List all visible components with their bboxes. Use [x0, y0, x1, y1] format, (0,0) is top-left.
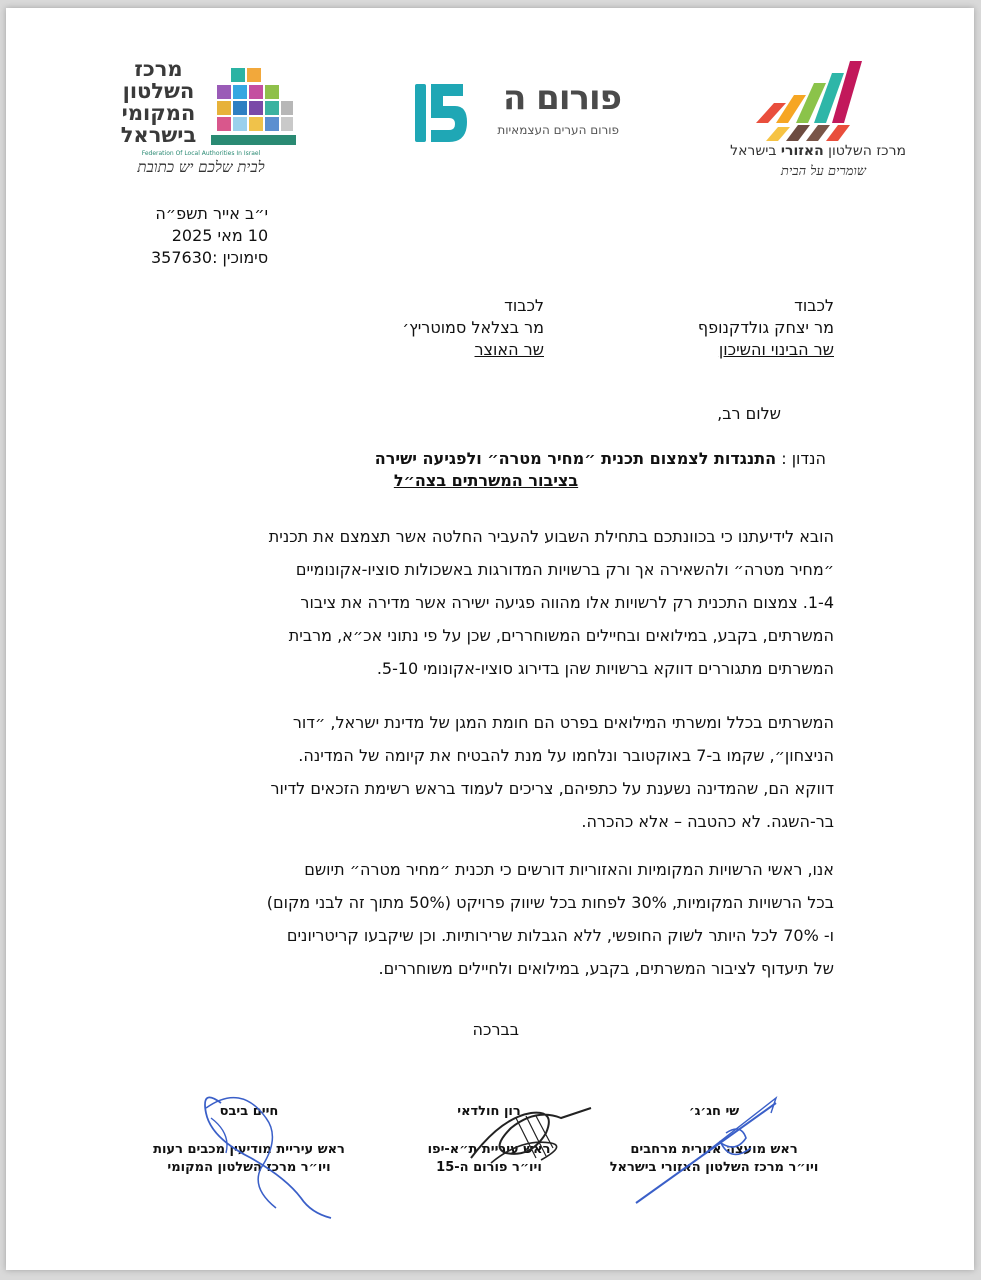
local-logo-english: Federation Of Local Authorities In Israel — [141, 150, 261, 157]
date-block — [151, 203, 268, 269]
paragraph-line: של תיעדוף לציבור המשרתים, בקבע, במילואים ולחיילים משוחררים. — [378, 959, 834, 978]
regional-authorities-logo — [706, 53, 906, 193]
regional-logo-name: מרכז השלטון האזורי בישראל — [730, 143, 906, 159]
gregorian-date: 10 מאי 2025 — [171, 226, 269, 245]
recipient-housing-minister — [698, 295, 834, 361]
forum-logo-subtitle: פורום הערים העצמאיות — [497, 123, 619, 137]
subject-text: התנגדות לצמצום תכנית ״מחיר מטרה״ ולפגיעה ישירה — [374, 449, 777, 468]
signer-name: חיים ביבס — [219, 1104, 279, 1119]
signer-role: ראש עיריית ת״א-יפו — [427, 1142, 551, 1157]
signature-ron-huldai — [399, 1103, 579, 1177]
paragraph-line: ו- 70% לכל היותר לשוק החופשי, ללא הגבלות שרירותיות. וכן שיקבעו קריטריונים — [286, 926, 834, 945]
signer-role: ויו״ר מרכז השלטון המקומי — [167, 1160, 331, 1175]
local-logo-slogan: לבית שלכם יש כתובת — [137, 158, 265, 176]
local-logo-buildings-icon — [211, 63, 296, 151]
body-paragraph-3 — [144, 853, 834, 985]
subject-label: הנדון : — [776, 449, 826, 468]
reference-number: סימוכין :357630 — [151, 248, 269, 267]
signature-haim-bibas — [144, 1103, 354, 1177]
signer-role: ויו״ר מרכז השלטון האזורי בישראל — [609, 1160, 819, 1175]
greeting: שלום רב, — [717, 404, 781, 423]
recipient-title: שר הבינוי והשיכון — [718, 340, 834, 359]
paragraph-line: אנו, ראשי הרשויות המקומיות והאזוריות דורשים כי תכנית ״מחיר מטרה״ תיושם — [304, 860, 834, 879]
recipient-salutation: לכבוד — [504, 296, 544, 315]
paragraph-line: הניצחון״, שקמו ב-7 באוקטובר ונלחמו על מנת להבטיח את קיומה של המדינה. — [298, 746, 834, 765]
hebrew-date: י״ב אייר תשפ״ה — [155, 204, 269, 223]
recipient-finance-minister — [402, 295, 544, 361]
signer-name: רון חולדאי — [457, 1104, 521, 1119]
forum-15-number-icon — [411, 78, 471, 148]
forum-15-logo — [411, 78, 621, 148]
paragraph-line: ״מחיר מטרה״ ולהשאירה אך ורק ברשויות המדורגות באשכולות סוציו-אקונומיים — [295, 560, 834, 579]
signer-name: שי חג׳ג׳ — [688, 1104, 740, 1119]
signature-shay-hajaj — [604, 1103, 824, 1177]
body-paragraph-2 — [144, 706, 834, 838]
closing: בברכה — [472, 1020, 519, 1039]
signer-role: ראש עיריית מודיעין מכבים רעות — [153, 1142, 345, 1157]
paragraph-line: 1-4. צמצום התכנית רק לרשויות אלו מהווה פגיעה ישירה אשר מדירה את ציבור — [300, 593, 834, 612]
paragraph-line: דווקא הם, שהמדינה נשענת על כתפיהם, צריכים לעמוד בראש רשימת הזכאים לדיור — [270, 779, 834, 798]
signer-role: ויו״ר פורום ה-15 — [436, 1160, 542, 1175]
regional-logo-house-icon — [746, 53, 866, 143]
paragraph-line: הובא לידיעתנו כי בכוונתכם בתחילת השבוע להעביר החלטה אשר תצמצם את תכנית — [268, 527, 834, 546]
paragraph-line: המשרתים מתגוררים דווקא ברשויות שהן בדירוג סוציו-אקונומי 5-10. — [376, 659, 834, 678]
regional-logo-slogan: שומרים על הבית — [780, 164, 866, 179]
paragraph-line: בכל הרשויות המקומיות, 30% לפחות בכל שיווק פרויקט (50% מתוך זה לבני מקום) — [266, 893, 834, 912]
subject-line-1 — [146, 448, 826, 470]
recipient-name: מר יצחק גולדקנופף — [697, 318, 834, 337]
recipient-name: מר בצלאל סמוטריץ׳ — [402, 318, 544, 337]
forum-logo-title: פורום ה — [502, 78, 621, 118]
recipient-salutation: לכבוד — [794, 296, 834, 315]
paragraph-line: המשרתים, בקבע, במילואים ובחיילים המשוחררים, שכן על פי נתוני אכ״א, מרבית — [288, 626, 834, 645]
subject-line-2: בציבור המשרתים בצה״ל — [393, 471, 579, 490]
paragraph-line: המשרתים בכלל ומשרתי המילואים בפרט הם חומת המגן של מדינת ישראל, ״דור — [292, 713, 834, 732]
local-authorities-logo — [106, 58, 301, 188]
subject-line — [146, 448, 826, 492]
letter-page — [6, 8, 974, 1270]
body-paragraph-1 — [144, 520, 834, 685]
local-logo-name: מרכז השלטון המקומי בישראל — [120, 57, 197, 147]
signer-role: ראש מועצה אזורית מרחבים — [630, 1142, 798, 1157]
paragraph-line: בר-השגה. לא כהטבה – אלא כהכרה. — [581, 812, 834, 831]
recipient-title: שר האוצר — [474, 340, 544, 359]
